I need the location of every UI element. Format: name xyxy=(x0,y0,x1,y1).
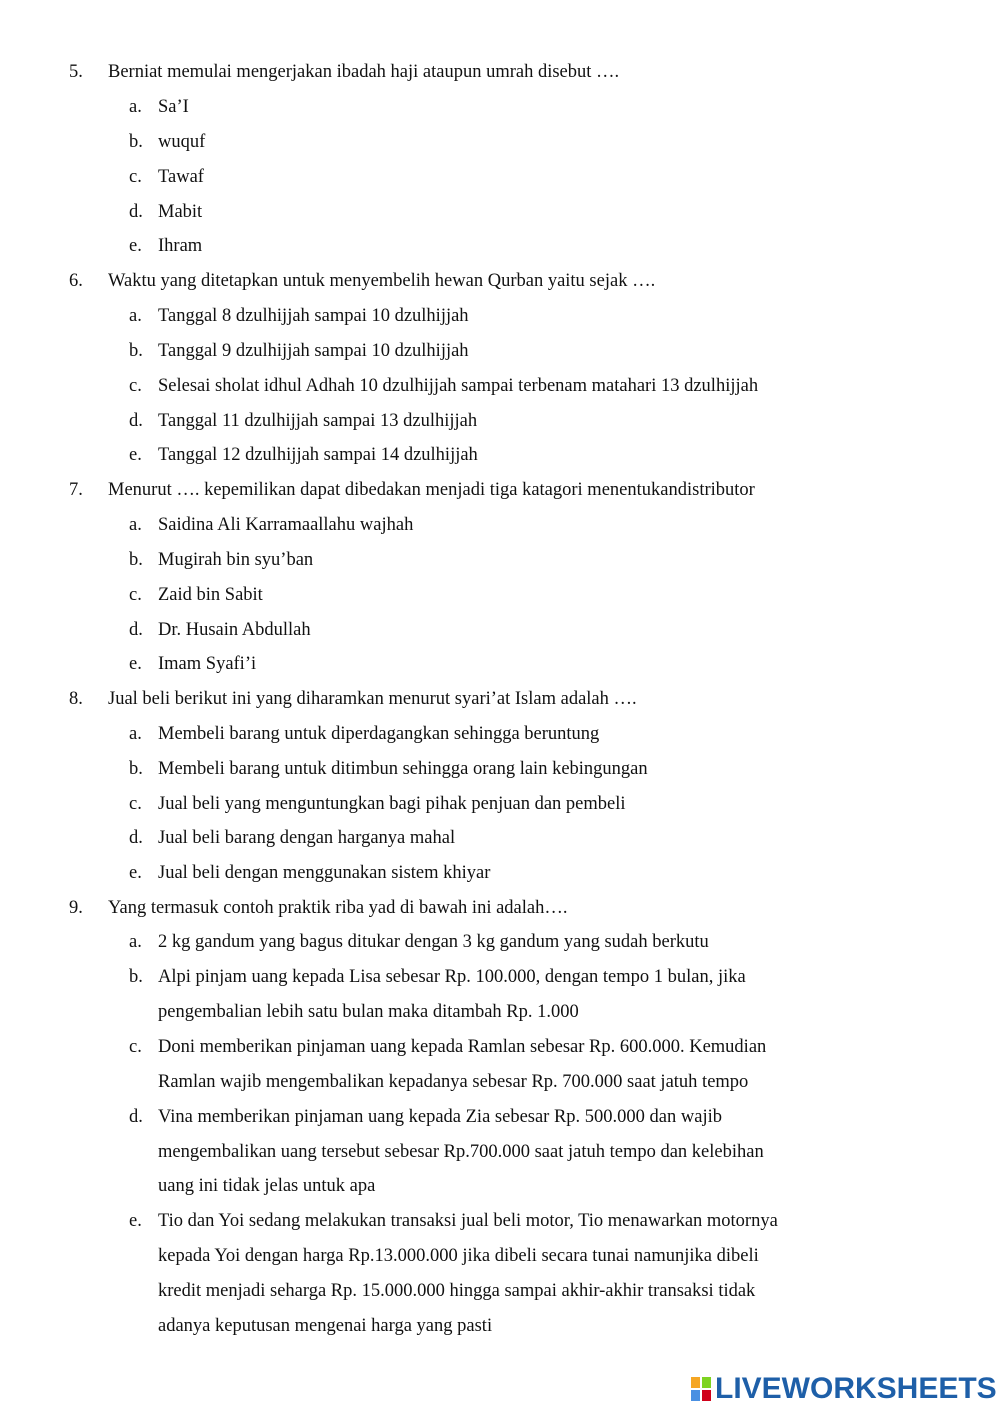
option-text-line: Imam Syafi’i xyxy=(158,654,257,674)
option-text-line: Jual beli barang dengan harganya mahal xyxy=(158,828,456,848)
option-letter: d. xyxy=(129,202,143,222)
option-letter: e. xyxy=(129,654,142,674)
option-text-line: uang ini tidak jelas untuk apa xyxy=(158,1176,376,1196)
option-letter: a. xyxy=(129,515,142,535)
option-letter: a. xyxy=(129,306,142,326)
option-text-line: Tanggal 11 dzulhijjah sampai 13 dzulhijjah xyxy=(158,411,478,431)
option-text-line: Ramlan wajib mengembalikan kepadanya sebesar Rp. 700.000 saat jatuh tempo xyxy=(158,1072,749,1092)
option-text-line: Vina memberikan pinjaman uang kepada Zia sebesar Rp. 500.000 dan wajib xyxy=(158,1107,722,1127)
question-text: Berniat memulai mengerjakan ibadah haji ataupun umrah disebut …. xyxy=(108,62,620,82)
question-text: Jual beli berikut ini yang diharamkan menurut syari’at Islam adalah …. xyxy=(108,689,637,709)
liveworksheets-logo xyxy=(691,1372,997,1406)
option-letter: a. xyxy=(129,97,142,117)
option-letter: e. xyxy=(129,1211,142,1231)
question-text: Yang termasuk contoh praktik riba yad di bawah ini adalah…. xyxy=(108,898,568,918)
option-text-line: Doni memberikan pinjaman uang kepada Ramlan sebesar Rp. 600.000. Kemudian xyxy=(158,1037,767,1057)
question-number: 9. xyxy=(69,898,83,918)
option-text-line: Tanggal 9 dzulhijjah sampai 10 dzulhijjah xyxy=(158,341,469,361)
option-letter: c. xyxy=(129,1037,142,1057)
logo-block xyxy=(691,1377,700,1388)
option-text-line: adanya keputusan mengenai harga yang pasti xyxy=(158,1316,493,1336)
option-text-line: Dr. Husain Abdullah xyxy=(158,620,311,640)
option-text-line: Tanggal 12 dzulhijjah sampai 14 dzulhijjah xyxy=(158,445,478,465)
option-letter: e. xyxy=(129,445,142,465)
question-number: 5. xyxy=(69,62,83,82)
option-letter: c. xyxy=(129,585,142,605)
logo-mark-icon xyxy=(691,1377,711,1401)
question-text: Waktu yang ditetapkan untuk menyembelih hewan Qurban yaitu sejak …. xyxy=(108,271,656,291)
option-text-line: Ihram xyxy=(158,236,203,256)
option-text-line: Selesai sholat idhul Adhah 10 dzulhijjah sampai terbenam matahari 13 dzulhijjah xyxy=(158,376,759,396)
option-text-line: kredit menjadi seharga Rp. 15.000.000 hingga sampai akhir-akhir transaksi tidak xyxy=(158,1281,756,1301)
logo-block xyxy=(702,1390,711,1401)
option-text-line: Sa’I xyxy=(158,97,189,117)
option-text-line: Membeli barang untuk ditimbun sehingga orang lain kebingungan xyxy=(158,759,648,779)
option-text-line: kepada Yoi dengan harga Rp.13.000.000 jika dibeli secara tunai namunjika dibeli xyxy=(158,1246,759,1266)
option-letter: c. xyxy=(129,376,142,396)
option-letter: b. xyxy=(129,550,143,570)
option-text-line: Tio dan Yoi sedang melakukan transaksi jual beli motor, Tio menawarkan motornya xyxy=(158,1211,778,1231)
question-text: Menurut …. kepemilikan dapat dibedakan menjadi tiga katagori menentukandistributor xyxy=(108,480,755,500)
option-text-line: Mugirah bin syu’ban xyxy=(158,550,314,570)
option-text-line: Jual beli yang menguntungkan bagi pihak penjuan dan pembeli xyxy=(158,794,626,814)
option-text-line: Tanggal 8 dzulhijjah sampai 10 dzulhijjah xyxy=(158,306,469,326)
option-letter: a. xyxy=(129,932,142,952)
question-number: 7. xyxy=(69,480,83,500)
logo-wordmark: LIVEWORKSHEETS xyxy=(715,1372,997,1405)
option-text-line: Jual beli dengan menggunakan sistem khiyar xyxy=(158,863,491,883)
option-letter: d. xyxy=(129,1107,143,1127)
option-text-line: Alpi pinjam uang kepada Lisa sebesar Rp. 100.000, dengan tempo 1 bulan, jika xyxy=(158,967,746,987)
option-letter: d. xyxy=(129,620,143,640)
option-text-line: Saidina Ali Karramaallahu wajhah xyxy=(158,515,414,535)
option-text-line: Mabit xyxy=(158,202,203,222)
option-text-line: Membeli barang untuk diperdagangkan sehingga beruntung xyxy=(158,724,600,744)
option-letter: d. xyxy=(129,828,143,848)
logo-block xyxy=(702,1377,711,1388)
option-letter: e. xyxy=(129,863,142,883)
option-text-line: Zaid bin Sabit xyxy=(158,585,263,605)
option-letter: d. xyxy=(129,411,143,431)
option-text-line: wuquf xyxy=(158,132,206,152)
question-number: 6. xyxy=(69,271,83,291)
option-letter: b. xyxy=(129,967,143,987)
option-letter: e. xyxy=(129,236,142,256)
option-text-line: 2 kg gandum yang bagus ditukar dengan 3 kg gandum yang sudah berkutu xyxy=(158,932,709,952)
option-letter: c. xyxy=(129,794,142,814)
option-letter: c. xyxy=(129,167,142,187)
option-letter: b. xyxy=(129,132,143,152)
option-text-line: Tawaf xyxy=(158,167,204,187)
option-letter: a. xyxy=(129,724,142,744)
option-text-line: mengembalikan uang tersebut sebesar Rp.700.000 saat jatuh tempo dan kelebihan xyxy=(158,1142,764,1162)
question-number: 8. xyxy=(69,689,83,709)
logo-block xyxy=(691,1390,700,1401)
option-letter: b. xyxy=(129,341,143,361)
option-letter: b. xyxy=(129,759,143,779)
option-text-line: pengembalian lebih satu bulan maka ditambah Rp. 1.000 xyxy=(158,1002,579,1022)
